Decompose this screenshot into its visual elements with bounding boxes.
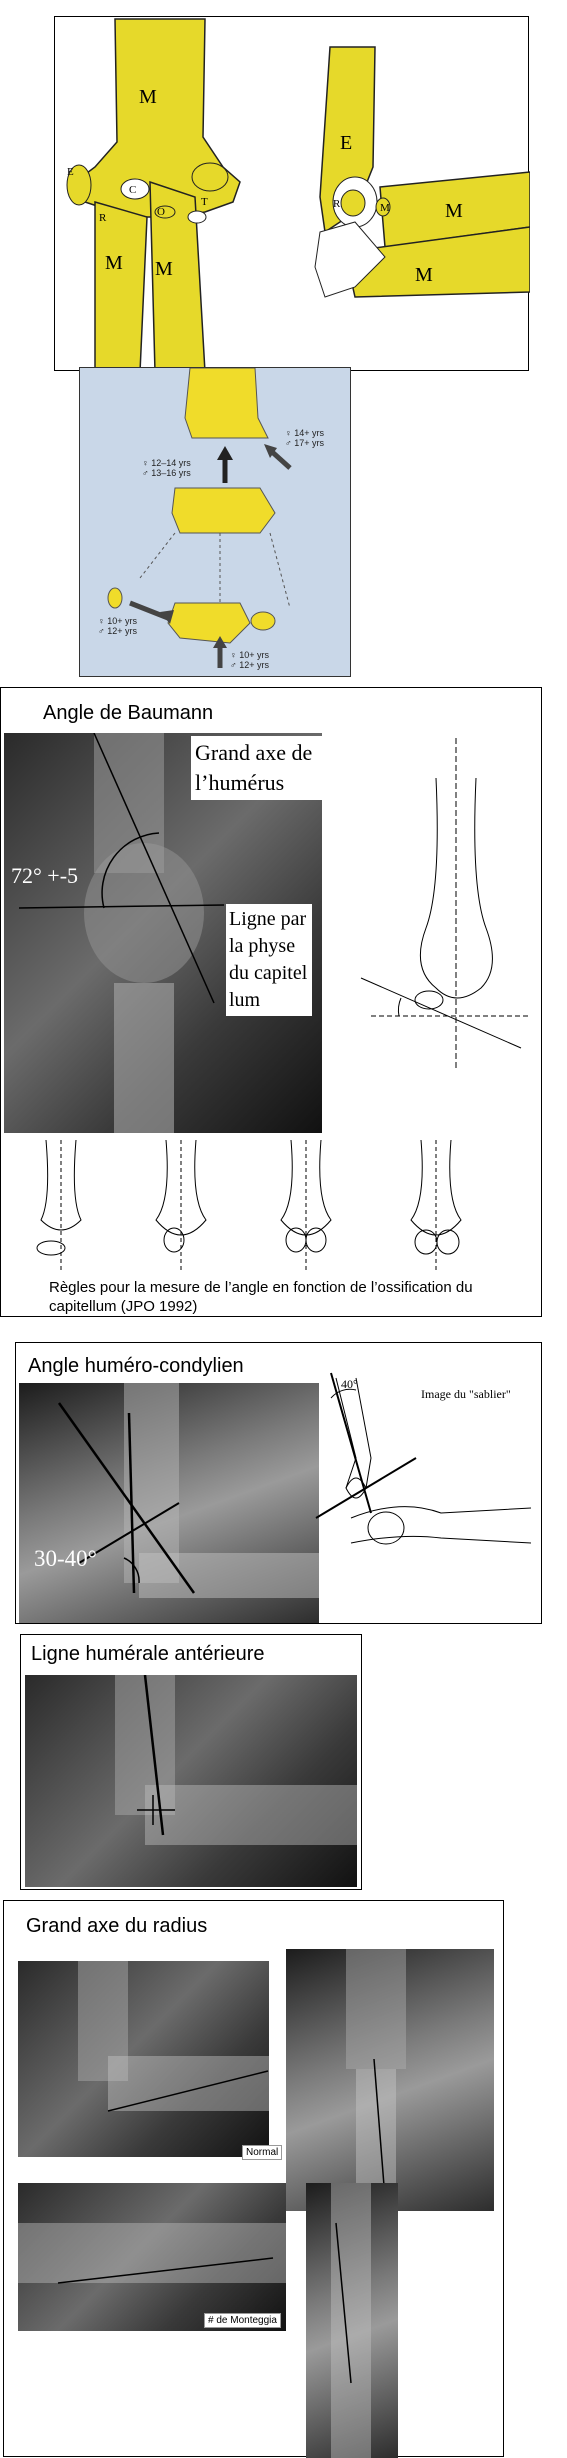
label-t: T — [201, 196, 208, 208]
label-m-side-ulna: M — [415, 264, 433, 286]
radius-line-normal-lateral — [18, 1961, 269, 2157]
label-e: E — [67, 166, 74, 178]
baumann-title: Angle de Baumann — [39, 700, 217, 727]
label-c: C — [129, 184, 137, 196]
baumann-diagram — [341, 738, 541, 1068]
ligne-humerale-xray — [25, 1675, 357, 1887]
baumann-ossification-drawings — [6, 1140, 536, 1270]
radius-xray-normal-ap — [286, 1949, 494, 2211]
ligne-humerale-lines — [25, 1675, 357, 1887]
humero-diagram — [311, 1368, 541, 1578]
elbow-bones-drawing — [55, 17, 530, 372]
baumann-angle-label: 72° +-5 — [11, 863, 79, 888]
sablier-label: Image du "sablier" — [421, 1387, 511, 1401]
radius-xray-monteggia-ap — [306, 2183, 398, 2458]
label-r: R — [99, 212, 107, 224]
humero-angle-label: 30-40° — [34, 1546, 97, 1571]
figure-elbow-bones — [54, 16, 529, 371]
figure-baumann — [0, 687, 542, 1317]
age-female: ♀ 14+ yrs — [285, 428, 325, 438]
baumann-physis-label: Ligne par la physe du capitellum — [226, 904, 312, 1016]
age-male: ♂ 12+ yrs — [98, 626, 138, 636]
ligne-humerale-title: Ligne humérale antérieure — [31, 1643, 265, 1665]
age-female: ♀ 10+ yrs — [98, 616, 138, 626]
label-m-side-radius: M — [445, 200, 463, 222]
age-female: ♀ 10+ yrs — [230, 650, 270, 660]
baumann-axis-label: Grand axe de l’humérus — [191, 736, 329, 800]
figure-grand-axe-radius — [3, 1900, 504, 2457]
age-label-trochlea — [230, 650, 269, 670]
label-r-side: M — [380, 202, 390, 214]
humero-diagram-angle: 40° — [341, 1377, 358, 1391]
age-male: ♂ 13–16 yrs — [142, 468, 191, 478]
label-m-humerus: M — [139, 86, 157, 108]
figure-ligne-humerale — [20, 1634, 362, 1890]
humero-title: Angle huméro-condylien — [28, 1355, 244, 1377]
radius-title: Grand axe du radius — [26, 1915, 208, 1937]
label-m-radius: M — [105, 252, 123, 274]
normal-tag: Normal — [242, 2145, 282, 2160]
humero-lines — [19, 1383, 319, 1623]
age-label-capitellum — [142, 458, 191, 478]
figure-humero-condylien — [15, 1342, 542, 1624]
radius-xray-normal-lateral — [18, 1961, 269, 2157]
radius-line-monteggia-lateral — [18, 2183, 286, 2331]
label-m-side-humerus: E — [340, 132, 353, 154]
age-label-medial — [98, 616, 137, 636]
age-female: ♀ 12–14 yrs — [142, 458, 191, 468]
monteggia-tag: # de Monteggia — [204, 2313, 281, 2328]
label-e-side: R — [333, 198, 341, 210]
radius-line-monteggia-ap — [306, 2183, 398, 2458]
age-label-lateral — [285, 428, 324, 448]
age-male: ♂ 17+ yrs — [285, 438, 325, 448]
figure-ossification-ages — [79, 367, 351, 677]
radius-xray-monteggia-lateral — [18, 2183, 286, 2331]
baumann-caption: Règles pour la mesure de l’angle en fonction de l’ossification du capitellum (JPO 1992) — [49, 1279, 473, 1315]
radius-line-normal-ap — [286, 1949, 494, 2211]
humero-xray — [19, 1383, 319, 1623]
label-o: O — [157, 206, 165, 218]
age-male: ♂ 12+ yrs — [230, 660, 270, 670]
label-m-ulna: M — [155, 258, 173, 280]
